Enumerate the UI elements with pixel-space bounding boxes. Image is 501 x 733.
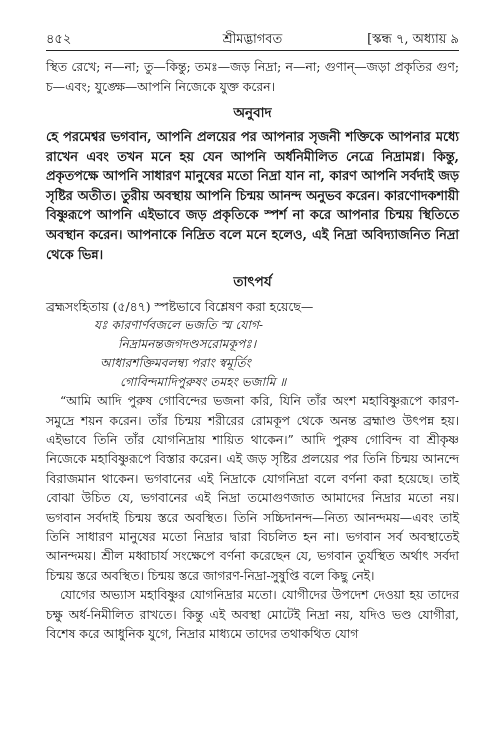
verse-line: যঃ কারণার্ণবজলে ভজতি স্ম যোগ- <box>94 318 263 333</box>
verse-line: নিদ্রামনন্তজগদণ্ডসরোমকূপঃ। <box>118 337 257 352</box>
translation-text: হে পরমেশ্বর ভগবান, আপনি প্রলয়ের পর আপনার সৃজনী শক্তিকে আপনার মধ্যে রাখেন এবং তখন মনে হয় যেন আপনি অর্ধনিমীলিত নেত্রে নিদ্রামগ্ন। কিন্তু, প্রকৃতপক্ষে আপনি সাধারণ মানুষের মতো নিদ্রা যান না, কারণ আপনি সর্বদাই জড় সৃষ্টির অতীত। তুরীয় অবস্থায় আপনি চিন্ময় আনন্দ অনুভব করেন। কারণোদকশায়ী বিষ্ণুরূপে আপনি এইভাবে জড় প্রকৃতিকে স্পর্শ না করে আপনার চিন্ময় স্থিতিতে অবস্থান করেন। আপনাকে নিদ্রিত বলে মনে হলেও, এই নিদ্রা অবিদ্যাজনিত নিদ্রা থেকে ভিন্ন। <box>46 130 459 263</box>
purport-paragraph: “আমি আদি পুরুষ গোবিন্দের ভজনা করি, যিনি তাঁর অংশ মহাবিষ্ণুরূপে কারণ-সমুদ্রে শয়ন করেন। তাঁর চিন্ময় শরীরের রোমকূপ থেকে অনন্ত ব্রহ্মাণ্ড উৎপন্ন হয়। এইভাবে তিনি তাঁর যোগনিদ্রায় শায়িত থাকেন।” আদি পুরুষ গোবিন্দ বা শ্রীকৃষ্ণ নিজেকে মহাবিষ্ণুরূপে বিস্তার করেন। এই জড় সৃষ্টির প্রলয়ের পর তিনি চিন্ময় আনন্দে বিরাজমান থাকেন। ভগবানের এই নিদ্রাকে যোগনিদ্রা বলে বর্ণনা করা হয়েছে। তাই বোঝা উচিত যে, ভগবানের এই নিদ্রা তমোগুণজাত আমাদের নিদ্রার মতো নয়। ভগবান সর্বদাই চিন্ময় স্তরে অবস্থিত। তিনি সচ্চিদানন্দ—নিত্য আনন্দময়—এবং তাই তিনি সাধারণ মানুষের মতো নিদ্রার দ্বারা বিচলিত হন না। ভগবান সর্ব অবস্থাতেই আনন্দময়। শ্রীল মধ্বাচার্য সংক্ষেপে বর্ণনা করেছেন যে, ভগবান তুর্যস্থিত অর্থাৎ সর্বদা চিন্ময় স্তরে অবস্থিত। চিন্ময় স্তরে জাগরণ-নিদ্রা-সুষুপ্তি বলে কিছু নেই। <box>46 394 459 583</box>
running-header <box>46 30 459 51</box>
book-title: শ্রীমদ্ভাগবত <box>222 32 283 47</box>
synonyms-text: স্থিত রেখে; ন—না; তু—কিন্তু; তমঃ—জড় নিদ্রা; ন—না; গুণান্—জড়া প্রকৃতির গুণ; চ—এবং; যুঙ্ক্ষে—আপনি নিজেকে যুক্ত করেন। <box>46 59 459 94</box>
purport-paragraph: যোগের অভ্যাস মহাবিষ্ণুর যোগনিদ্রার মতো। যোগীদের উপদেশ দেওয়া হয় তাদের চক্ষু অর্ধ-নিমীলিত রাখতে। কিন্তু এই অবস্থা মোটেই নিদ্রা নয়, যদিও ভণ্ড যোগীরা, বিশেষ করে আধুনিক যুগে, নিদ্রার মাধ্যমে তাদের তথাকথিত যোগ <box>46 588 459 642</box>
purport-heading: তাৎপর্য <box>233 274 272 291</box>
verse-line: গোবিন্দমাদিপুরুষং তমহং ভজামি ॥ <box>120 375 287 390</box>
page-number: ৪৫২ <box>46 32 72 47</box>
canto-chapter-marker: [স্কন্ধ ৭, অধ্যায় ৯ <box>367 32 459 47</box>
sanskrit-verse <box>46 316 459 392</box>
verse-line: আধারশক্তিমবলম্ব্য পরাং স্বমূর্তিং <box>100 356 251 371</box>
translation-heading: অনুবাদ <box>233 105 272 121</box>
purport-intro: ব্রহ্মসংহিতায় (৫/৪৭) স্পষ্টভাবে বিশ্লেষণ করা হয়েছে— <box>46 299 314 315</box>
